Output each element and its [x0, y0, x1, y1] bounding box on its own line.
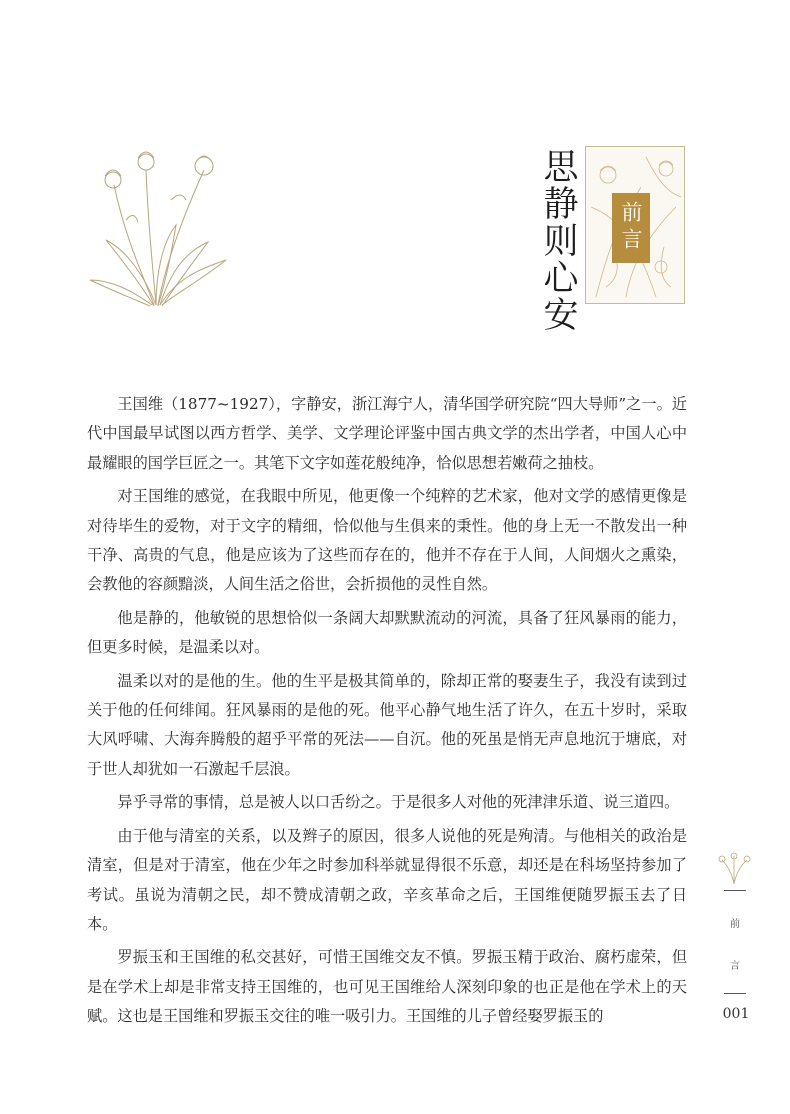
side-label-char: 言: [730, 961, 740, 972]
paragraph: 由于他与清室的关系，以及辫子的原因，很多人说他的死是殉清。与他相关的政治是清室，但是对于清室，他在少年之时参加科举就显得很不乐意，却还是在科场坚持参加了考试。虽说为清朝之民，却不赞成清朝之政，辛亥革命之后，王国维便随罗振玉去了日本。: [87, 826, 687, 933]
paragraph: 对王国维的感觉，在我眼中所见，他更像一个纯粹的艺术家，他对文学的感情更像是对待毕生的爱物，对于文字的精细，恰似他与生俱来的秉性。他的身上无一不散发出一种干净、高贵的气息，他是应该为了这些而存在的，他并不存在于人间，人间烟火之熏染，会教他的容颜黯淡，人间生活之俗世，会折损他的灵性自然。: [87, 487, 687, 594]
side-divider: [724, 993, 746, 994]
side-divider: [724, 890, 746, 891]
paragraph: 他是静的，他敏锐的思想恰似一条阔大却默默流动的河流，具备了狂风暴雨的能力，但更多时候，是温柔以对。: [87, 608, 687, 657]
page-number: 001: [722, 1006, 750, 1022]
paragraph: 王国维（1877~1927），字静安，浙江海宁人，清华国学研究院“四大导师”之一。近代中国最早试图以西方哲学、美学、文学理论评鉴中国古典文学的杰出学者，中国人心中最耀眼的国学巨匠之一。其笔下文字如莲花般纯净，恰似思想若嫩荷之抽枝。: [87, 395, 687, 472]
paragraph: 温柔以对的是他的生。他的生平是极其简单的，除却正常的娶妻生子，我没有读到过关于他的任何绯闻。狂风暴雨的是他的死。他平心静气地生活了许久，在五十岁时，采取大风呼啸、大海奔腾般的超乎平常的死法——自沉。他的死虽是悄无声息地沉于塘底，对于世人却犹如一石激起千层浪。: [87, 671, 687, 778]
paragraph: 罗振玉和王国维的私交甚好，可惜王国维交友不慎。罗振玉精于政治、腐朽虚荣，但是在学术上却是非常支持王国维的，也可见王国维给人深刻印象的也正是他在学术上的天赋。这也是王国维和罗振玉交往的唯一吸引力。王国维的儿子曾经娶罗振玉的: [87, 948, 687, 1026]
body-text: [87, 390, 687, 1036]
flower-illustration: [86, 140, 236, 310]
section-label: 前言: [612, 193, 650, 263]
paragraph: 异乎寻常的事情，总是被人以口舌纷之。于是很多人对他的死津津乐道、说三道四。: [117, 793, 680, 812]
side-label-char: 前: [730, 919, 740, 930]
page-title: 思静则心安: [538, 148, 578, 333]
side-flower-icon: [714, 852, 754, 886]
